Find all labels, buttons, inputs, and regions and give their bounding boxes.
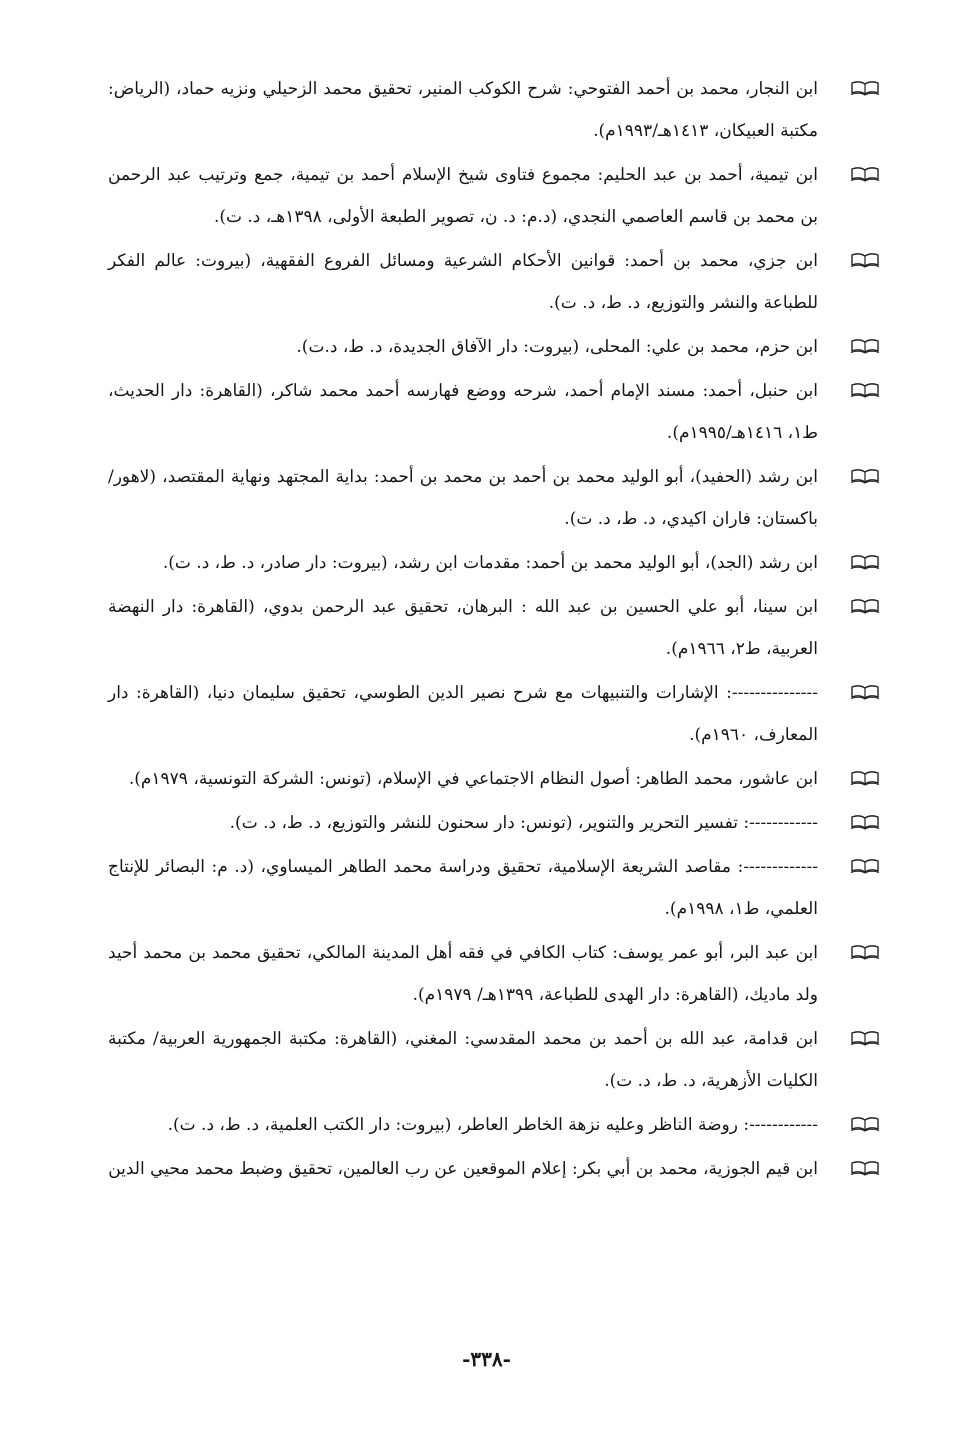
bibliography-entry [108, 68, 880, 152]
entry-text: ابن عبد البر، أبو عمر يوسف: كتاب الكافي في فقه أهل المدينة المالكي، تحقيق محمد بن محمد أحيد ولد ماديك، (القاهرة: دار الهدى للطباعة، ١٣٩٩هـ/ ١٩٧٩م). [108, 943, 818, 1005]
open-book-icon [850, 1160, 880, 1176]
bibliography-entry [108, 542, 880, 584]
entry-text: ابن عاشور، محمد الطاهر: أصول النظام الاجتماعي في الإسلام، (تونس: الشركة التونسية، ١٩٧٩م). [128, 769, 818, 789]
entry-text: ابن رشد (الحفيد)، أبو الوليد محمد بن أحمد بن محمد بن أحمد: بداية المجتهد ونهاية المقتصد، (لاهور/باكستان: فاران اكيدي، د. ط، د. ت). [108, 467, 818, 529]
open-book-icon [850, 382, 880, 398]
entry-text: ابن تيمية، أحمد بن عبد الحليم: مجموع فتاوى شيخ الإسلام أحمد بن تيمية، جمع وترتيب عبد الرحمن بن محمد بن قاسم العاصمي النجدي، (د.م: د. ن، تصوير الطبعة الأولى، ١٣٩٨هـ، د. ت). [108, 165, 818, 227]
entry-text: ابن قيم الجوزية، محمد بن أبي بكر: إعلام الموقعين عن رب العالمين، تحقيق وضبط محمد محيي الدين [108, 1159, 818, 1179]
bibliography-entry [108, 1104, 880, 1146]
entry-text: ------------: تفسير التحرير والتنوير، (تونس: دار سحنون للنشر والتوزيع، د. ط، د. ت). [229, 813, 818, 833]
open-book-icon [850, 598, 880, 614]
open-book-icon [850, 338, 880, 354]
bibliography-entry [108, 326, 880, 368]
open-book-icon [850, 944, 880, 960]
open-book-icon [850, 554, 880, 570]
open-book-icon [850, 858, 880, 874]
bibliography-entry [108, 1018, 880, 1102]
bibliography-entry [108, 758, 880, 800]
entry-text: ابن سينا، أبو علي الحسين بن عبد الله : البرهان، تحقيق عبد الرحمن بدوي، (القاهرة: دار النهضة العربية، ط٢، ١٩٦٦م). [108, 597, 818, 659]
bibliography-entry [108, 586, 880, 670]
entry-text: -------------: مقاصد الشريعة الإسلامية، تحقيق ودراسة محمد الطاهر الميساوي، (د. م: البصائر للإنتاج العلمي، ط١، ١٩٩٨م). [108, 857, 818, 919]
open-book-icon [850, 684, 880, 700]
bibliography-entry [108, 802, 880, 844]
open-book-icon [850, 1030, 880, 1046]
entry-text: ابن حنبل، أحمد: مسند الإمام أحمد، شرحه ووضع فهارسه أحمد محمد شاكر، (القاهرة: دار الحديث، ط١، ١٤١٦هـ/١٩٩٥م). [108, 381, 818, 443]
bibliography-entry [108, 672, 880, 756]
entry-text: ابن النجار، محمد بن أحمد الفتوحي: شرح الكوكب المنير، تحقيق محمد الزحيلي ونزيه حماد، (الرياض: مكتبة العبيكان، ١٤١٣هـ/١٩٩٣م). [108, 79, 818, 141]
open-book-icon [850, 770, 880, 786]
bibliography-entry [108, 932, 880, 1016]
bibliography-entry [108, 154, 880, 238]
bibliography-entry [108, 370, 880, 454]
open-book-icon [850, 814, 880, 830]
open-book-icon [850, 468, 880, 484]
entry-text: ---------------: الإشارات والتنبيهات مع شرح نصير الدين الطوسي، تحقيق سليمان دنيا، (القاهرة: دار المعارف، ١٩٦٠م). [108, 683, 818, 745]
entry-text: ابن قدامة، عبد الله بن أحمد بن محمد المقدسي: المغني، (القاهرة: مكتبة الجمهورية العربية/ مكتبة الكليات الأزهرية، د. ط، د. ت). [108, 1029, 818, 1091]
entry-text: ابن حزم، محمد بن علي: المحلى، (بيروت: دار الآفاق الجديدة، د. ط، د.ت). [296, 337, 818, 357]
open-book-icon [850, 1116, 880, 1132]
entry-text: ابن جزي، محمد بن أحمد: قوانين الأحكام الشرعية ومسائل الفروع الفقهية، (بيروت: عالم الفكر للطباعة والنشر والتوزيع، د. ط، د. ت). [108, 251, 818, 313]
entry-text: ابن رشد (الجد)، أبو الوليد محمد بن أحمد: مقدمات ابن رشد، (بيروت: دار صادر، د. ط، د. ت). [162, 553, 818, 573]
bibliography-entry [108, 456, 880, 540]
entry-text: ------------: روضة الناظر وعليه نزهة الخاطر العاطر، (بيروت: دار الكتب العلمية، د. ط، د. ت). [167, 1115, 818, 1135]
bibliography-list [108, 68, 880, 1192]
open-book-icon [850, 252, 880, 268]
page-number: -٣٣٨- [462, 1347, 511, 1371]
open-book-icon [850, 80, 880, 96]
bibliography-entry [108, 846, 880, 930]
bibliography-entry [108, 1148, 880, 1190]
bibliography-entry [108, 240, 880, 324]
open-book-icon [850, 166, 880, 182]
